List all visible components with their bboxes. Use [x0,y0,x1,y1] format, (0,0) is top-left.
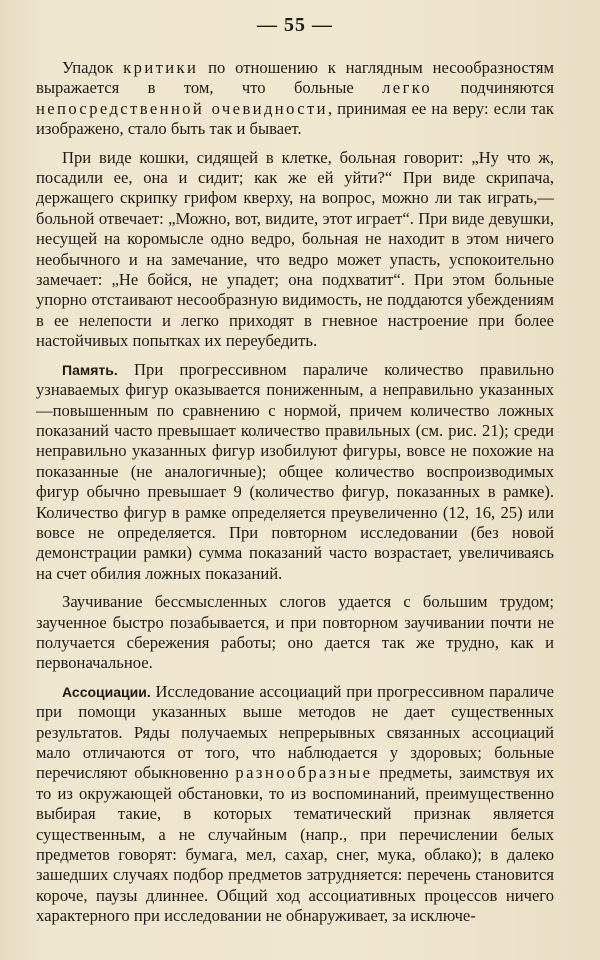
paragraph-critique-mid-2: подчиняются [432,78,554,98]
paragraph-critique-pre: Упадок [62,58,124,77]
rubric-memory: Память. [62,361,118,378]
paragraph-critique [36,58,554,140]
emphasis-critique: критики [123,58,199,77]
paragraph-memory-text: При прогрессивном параличе количество правильно узнаваемых фигур оказывается пониженным, а неправильно указанных—повышенным по сравнению с нормой, причем количество ложных показаний часто превышает количество правильных (см. рис. 21); среди неправильно указанных фигур изобилуют фигуры, вовсе не похожие на показанные (не аналогичные); общее количество воспроизводимых фигур обычно превышает 9 (количество фигур, показанных в рамке). Количество фигур в рамке определяется преувеличенно (12, 16, 25) или вовсе не определяется. При повторном исследовании (без новой демонстрации рамки) сумма показаний часто возрастает, увеличиваясь на счет обилия ложных показаний. [36,359,554,583]
rubric-associations: Ассоциации. [62,683,151,700]
paragraph-critique-post: , принимая ее на веру: если так изображено, стало быть так и бывает. [36,98,554,139]
paragraph-syllables: Заучивание бессмысленных слогов удается с большим трудом; заученное быстро позабывается, и при повторном заучивании почти не получается сбережения работы; оно дается так же трудно, как и первоначальное. [36,592,554,673]
emphasis-diverse: разнообразные [235,763,373,783]
paragraph-associations [36,682,554,927]
paragraph-memory [36,360,554,584]
emphasis-obviousness: непосредственной очевидности [36,98,328,118]
emphasis-easily: легко [382,78,433,98]
paragraph-examples: При виде кошки, сидящей в клетке, больная говорит: „Ну что ж, посадили ее, она и сидит; как же ей уйти?“ При виде скрипача, держащего скрипку грифом кверху, на вопрос, можно ли так играть,—больной отвечает: „Можно, вот, видите, этот играет“. При виде девушки, несущей на коромысле одно ведро, больная не находит в этом ничего необычного и на замечание, что ведро может упасть, успокоительно замечает: „Не бойся, не упадет; она подхватит“. При этом больные упорно отстаивают несообразную видимость, не поддаются убеждениям в ее нелепости и легко приходят в гневное настроение при более настойчивых попытках их переубедить. [36,147,554,351]
paragraph-critique-mid-1: по отношению к наглядным несообразностям выражается в том, что больные [36,58,554,98]
page-number: — 55 — [257,14,333,36]
paragraph-associations-pre: Исследование ассоциаций при прогрессивном параличе при помощи указанных выше методов не дает существенных результатов. Ряды получаемых непрерывных связанных ассоциаций мало отличаются от того, что наблюдается у здоровых; больные перечисляют обыкновенно [36,681,554,783]
paragraph-associations-post: предметы, заимствуя их то из окружающей обстановки, то из воспоминаний, преимущественно выбирая такие, в которых тематический признак является существенным, а не случайным (напр., при перечислении белых предметов говорят: бумага, мел, сахар, снег, мука, облако); в далеко зашедших случаях подбор предметов затрудняется: перечень становится короче, паузы длиннее. Общий ход ассоциативных процессов ничего характерного при исследовании не обнаруживает, за исключе- [36,763,554,926]
